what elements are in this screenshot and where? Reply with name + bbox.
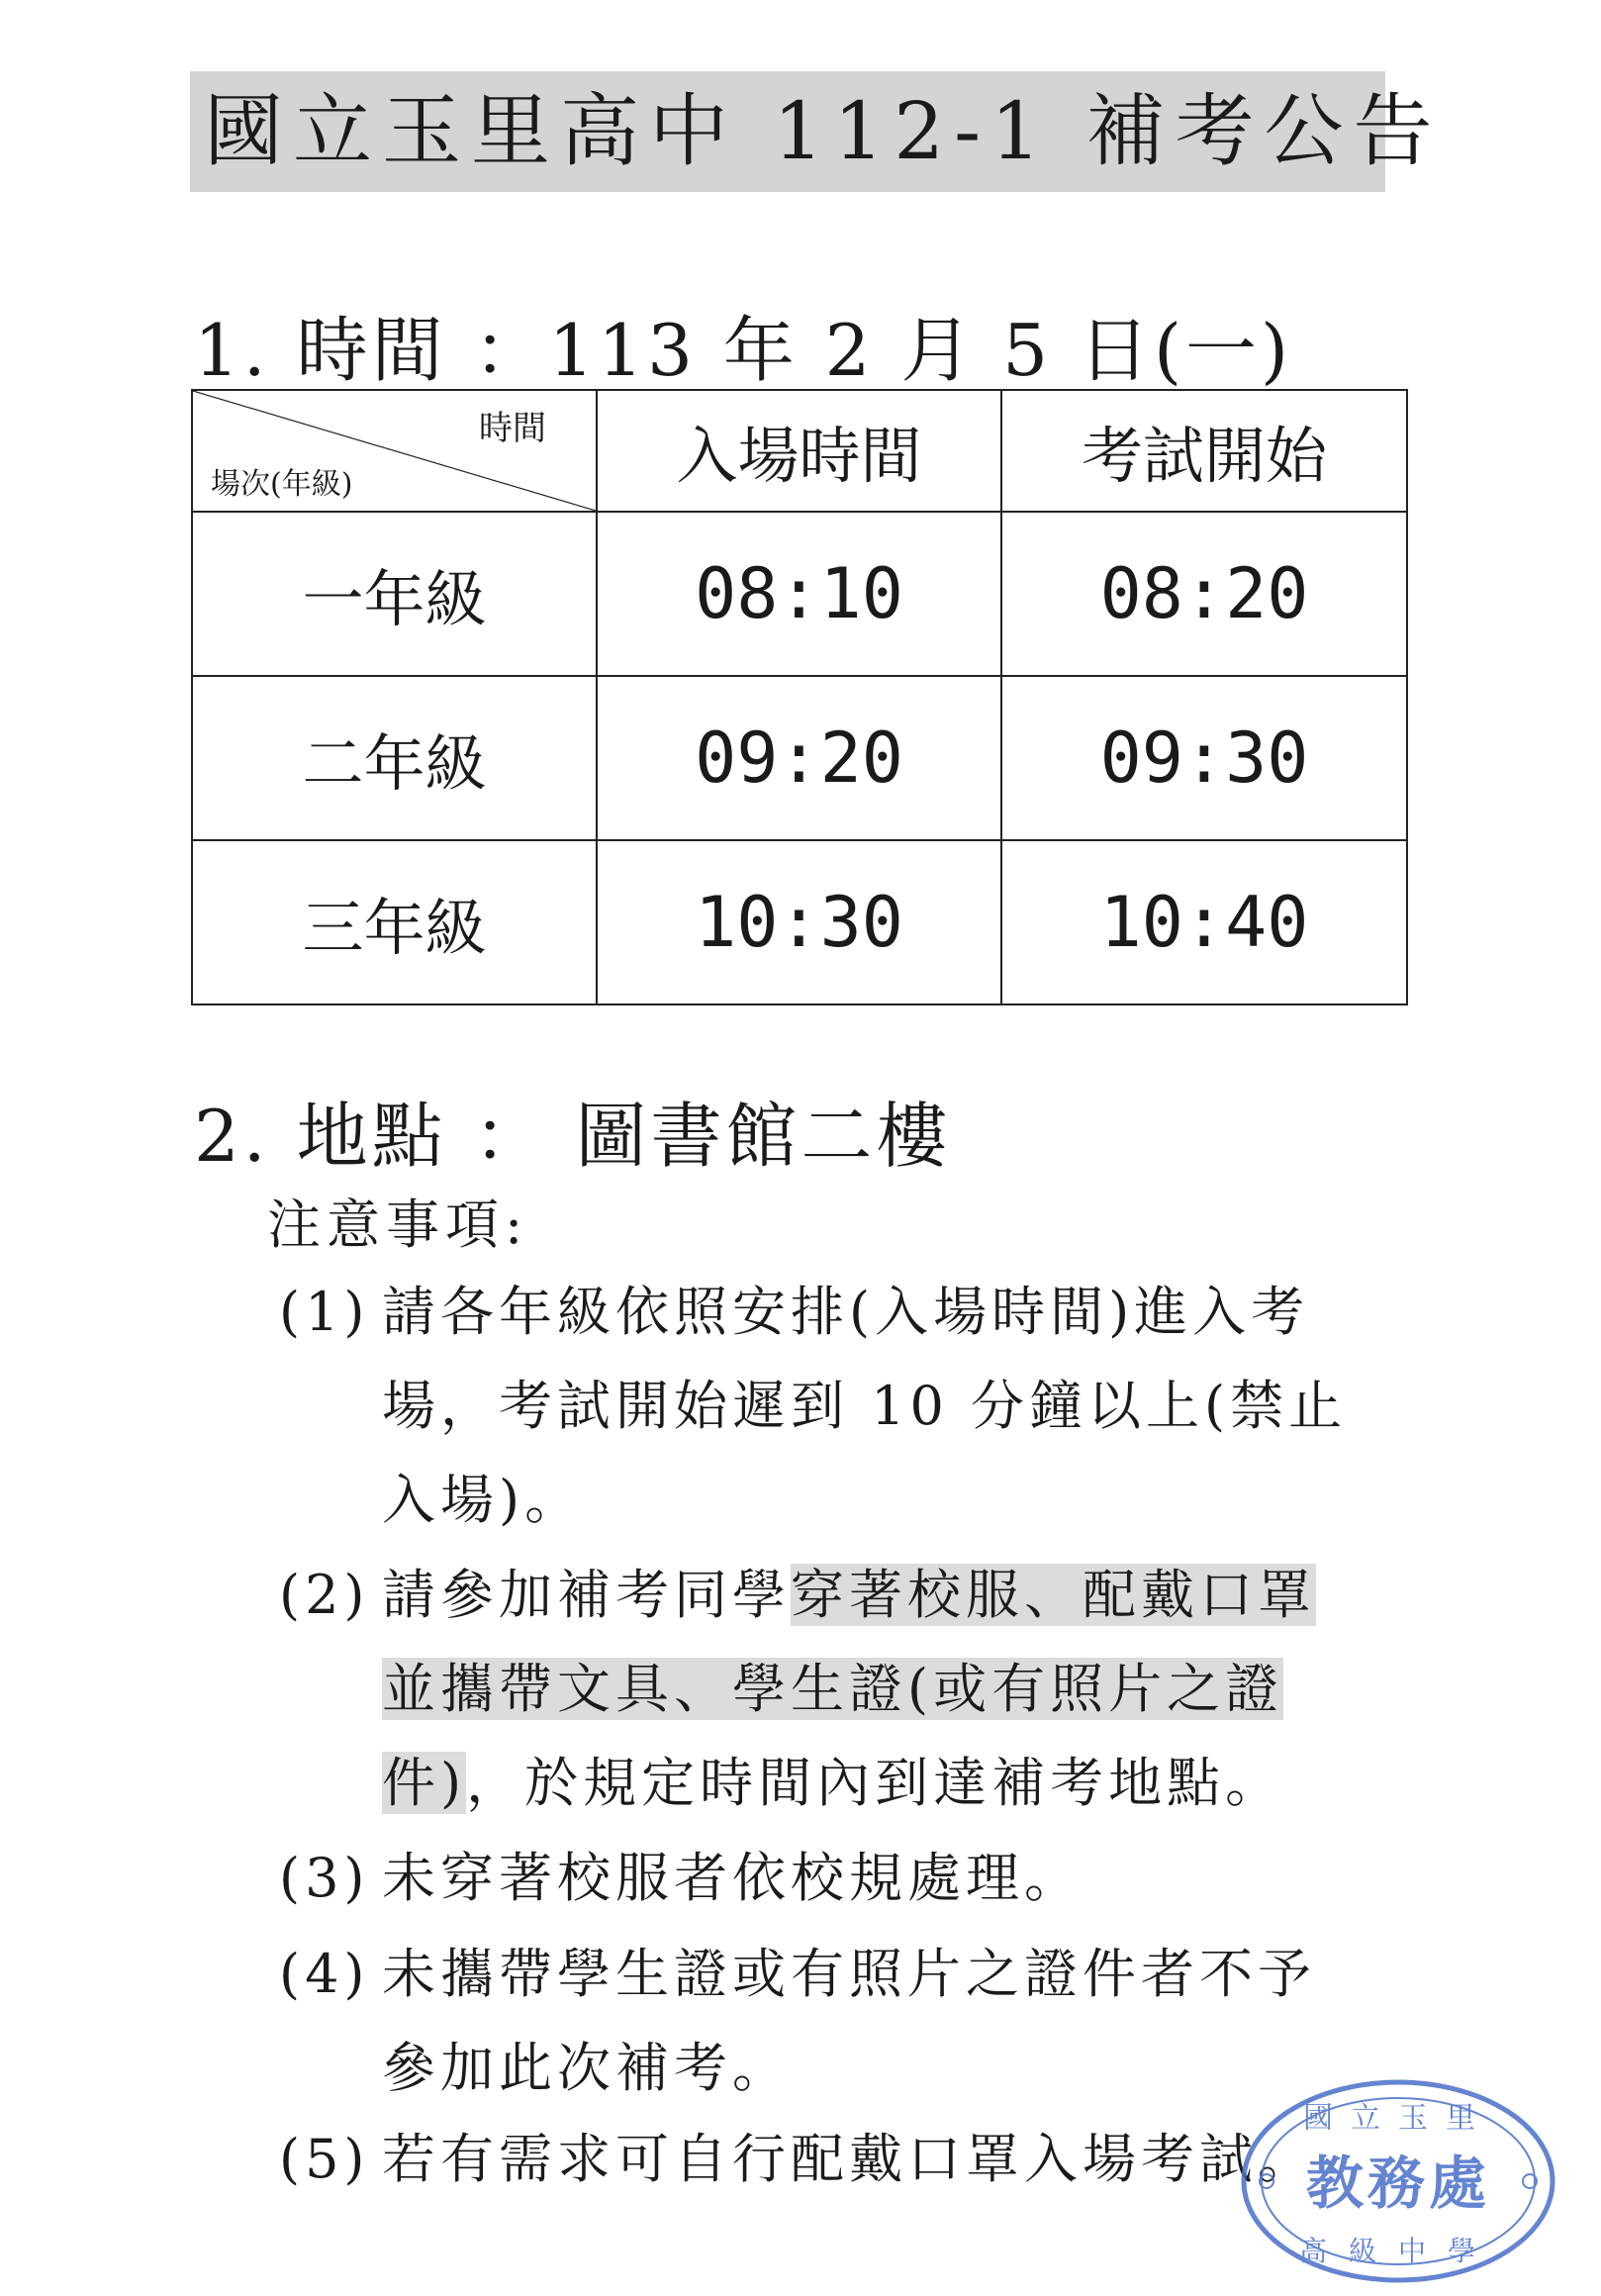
stamp-top-text: 國立玉里 [1303, 2101, 1493, 2136]
note-index: (5) [279, 2128, 370, 2190]
page-title: 國立玉里高中 112-1 補考公告 [190, 71, 1385, 192]
stamp-center-text: 教務處 [1305, 2150, 1491, 2217]
table-row [192, 840, 1407, 1004]
note-index: (4) [279, 1943, 370, 2005]
note-text: 場，考試開始遲到 10 分鐘以上(禁止 [382, 1375, 1348, 1437]
entry-time-cell: 09:20 [597, 676, 1001, 840]
note-text: 請各年級依照安排(入場時間)進入考 [382, 1281, 1310, 1343]
grade-cell: 二年級 [192, 676, 597, 840]
note-index: (3) [279, 1847, 370, 1909]
section-location-heading: 2. 地點 ： 圖書館二樓 [194, 1095, 952, 1178]
entry-time-cell: 10:30 [597, 840, 1001, 1004]
note-index: (2) [279, 1564, 370, 1626]
grade-cell: 一年級 [192, 512, 597, 676]
notes-title: 注意事項: [267, 1194, 529, 1256]
note-text: 未攜帶學生證或有照片之證件者不予 [382, 1943, 1316, 2005]
table-corner-cell [192, 390, 597, 512]
note-text: 參加此次補考。 [382, 2037, 791, 2099]
corner-label-time: 時間 [479, 409, 546, 448]
stamp-bottom-text: 高級中學 [1298, 2235, 1498, 2267]
section-time-heading: 1. 時間 ：113 年 2 月 5 日(一) [194, 309, 1293, 392]
note-text: 若有需求可自行配戴口罩入場考試。 [382, 2128, 1316, 2190]
note-item-1 [279, 1265, 1447, 1547]
note-text: 入場)。 [382, 1469, 584, 1531]
note-text: 未穿著校服者依校規處理。 [382, 1847, 1083, 1909]
table-header-row [192, 390, 1407, 512]
office-seal-stamp [1239, 2076, 1557, 2286]
note-item-3 [279, 1831, 1447, 1925]
note-item-2 [279, 1548, 1447, 1830]
note-text: 請參加補考同學 [382, 1564, 791, 1626]
exam-start-cell: 10:40 [1001, 840, 1407, 1004]
column-header-exam-start: 考試開始 [1001, 390, 1407, 512]
highlighted-text: 穿著校服、配戴口罩 [791, 1564, 1316, 1626]
highlighted-text: 並攜帶文具、學生證(或有照片之證 [382, 1658, 1284, 1720]
exam-start-cell: 08:20 [1001, 512, 1407, 676]
highlighted-text: 件) [382, 1752, 467, 1814]
grade-cell: 三年級 [192, 840, 597, 1004]
entry-time-cell: 08:10 [597, 512, 1001, 676]
table-row [192, 676, 1407, 840]
corner-label-session: 場次(年級) [211, 467, 353, 502]
note-text: ，於規定時間內到達補考地點。 [466, 1752, 1284, 1814]
note-index: (1) [279, 1281, 370, 1343]
exam-start-cell: 09:30 [1001, 676, 1407, 840]
column-header-entry-time: 入場時間 [597, 390, 1001, 512]
schedule-table [191, 389, 1408, 1005]
table-row [192, 512, 1407, 676]
